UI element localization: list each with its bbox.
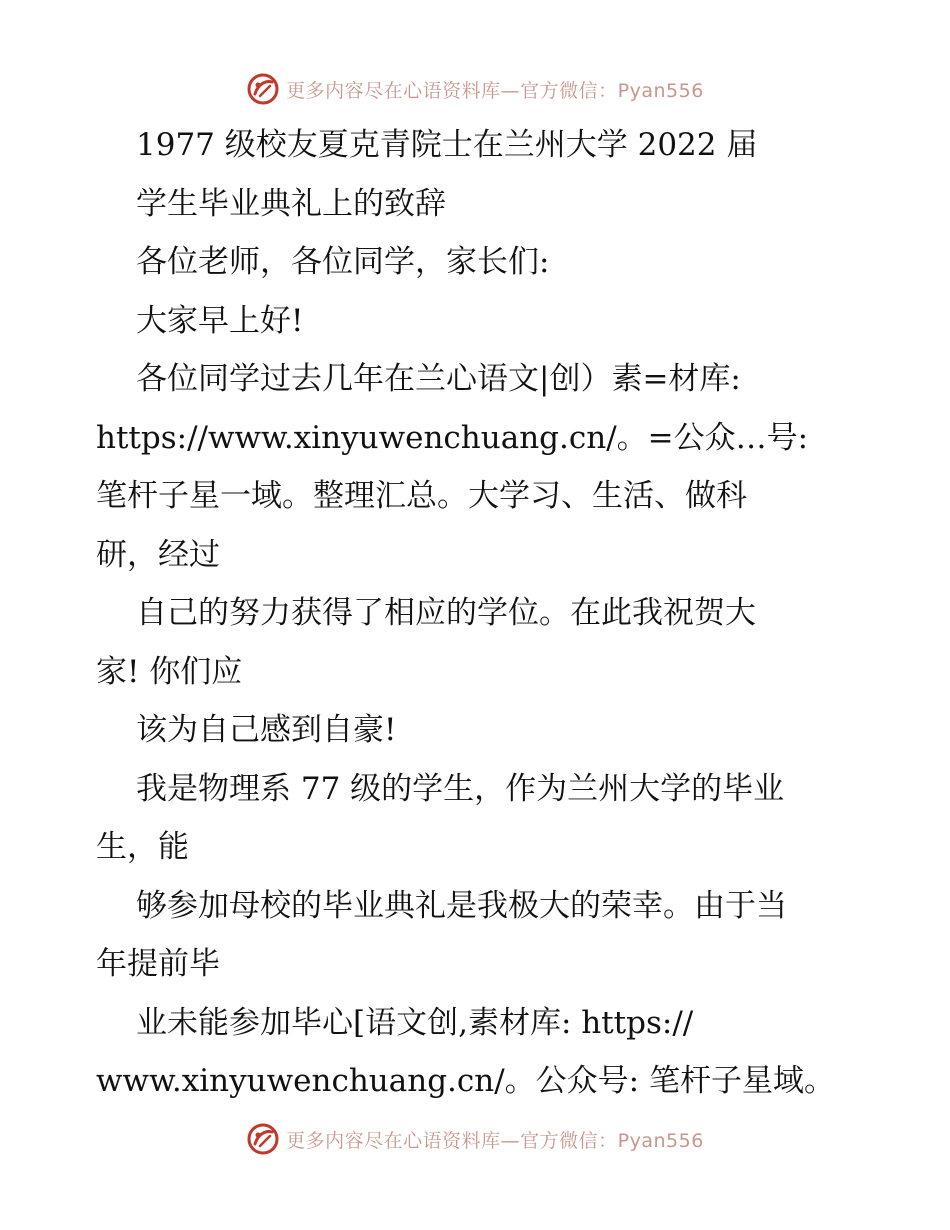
footer-banner [0,1122,950,1156]
paragraph-line: 自己的努力获得了相应的学位。在此我祝贺大 [136,595,756,631]
footer-banner-text: 更多内容尽在心语资料库—官方微信：Pyan556 [286,1129,704,1152]
paragraph-line: 我是物理系 77 级的学生，作为兰州大学的毕业 [136,770,785,807]
paragraph-line: www.xinyuwenchuang.cn/。公众号: 笔杆子星域。 [96,1063,835,1099]
header-banner [0,72,950,106]
paragraph-line: 业未能参加毕心[语文创,素材库: https:// [136,1004,694,1041]
paragraph-line: 各位同学过去几年在兰心语文|创）素=材库: [136,361,741,397]
paragraph-line: 年提前毕 [96,946,220,982]
paragraph-line: 研，经过 [96,536,220,573]
paragraph-line: 该为自己感到自豪! [136,712,397,748]
header-banner-text: 更多内容尽在心语资料库—官方微信：Pyan556 [286,79,704,102]
document-body [96,116,866,1111]
brand-logo-icon [246,1122,280,1156]
title-line-1: 1977 级校友夏克青院士在兰州大学 2022 届 [136,127,758,163]
paragraph-line: 笔杆子星一域。整理汇总。大学习、生活、做科 [96,478,747,514]
salutation: 各位老师，各位同学，家长们: [136,244,550,280]
paragraph-line: 生，能 [96,829,189,865]
paragraph-line: 够参加母校的毕业典礼是我极大的荣幸。由于当 [136,887,787,924]
paragraph-line: https://www.xinyuwenchuang.cn/。=公众…号: [96,419,809,456]
title-line-2: 学生毕业典礼上的致辞 [136,185,446,222]
greeting: 大家早上好! [136,302,304,339]
paragraph-line: 家! 你们应 [96,653,243,690]
brand-logo-icon [246,72,280,106]
